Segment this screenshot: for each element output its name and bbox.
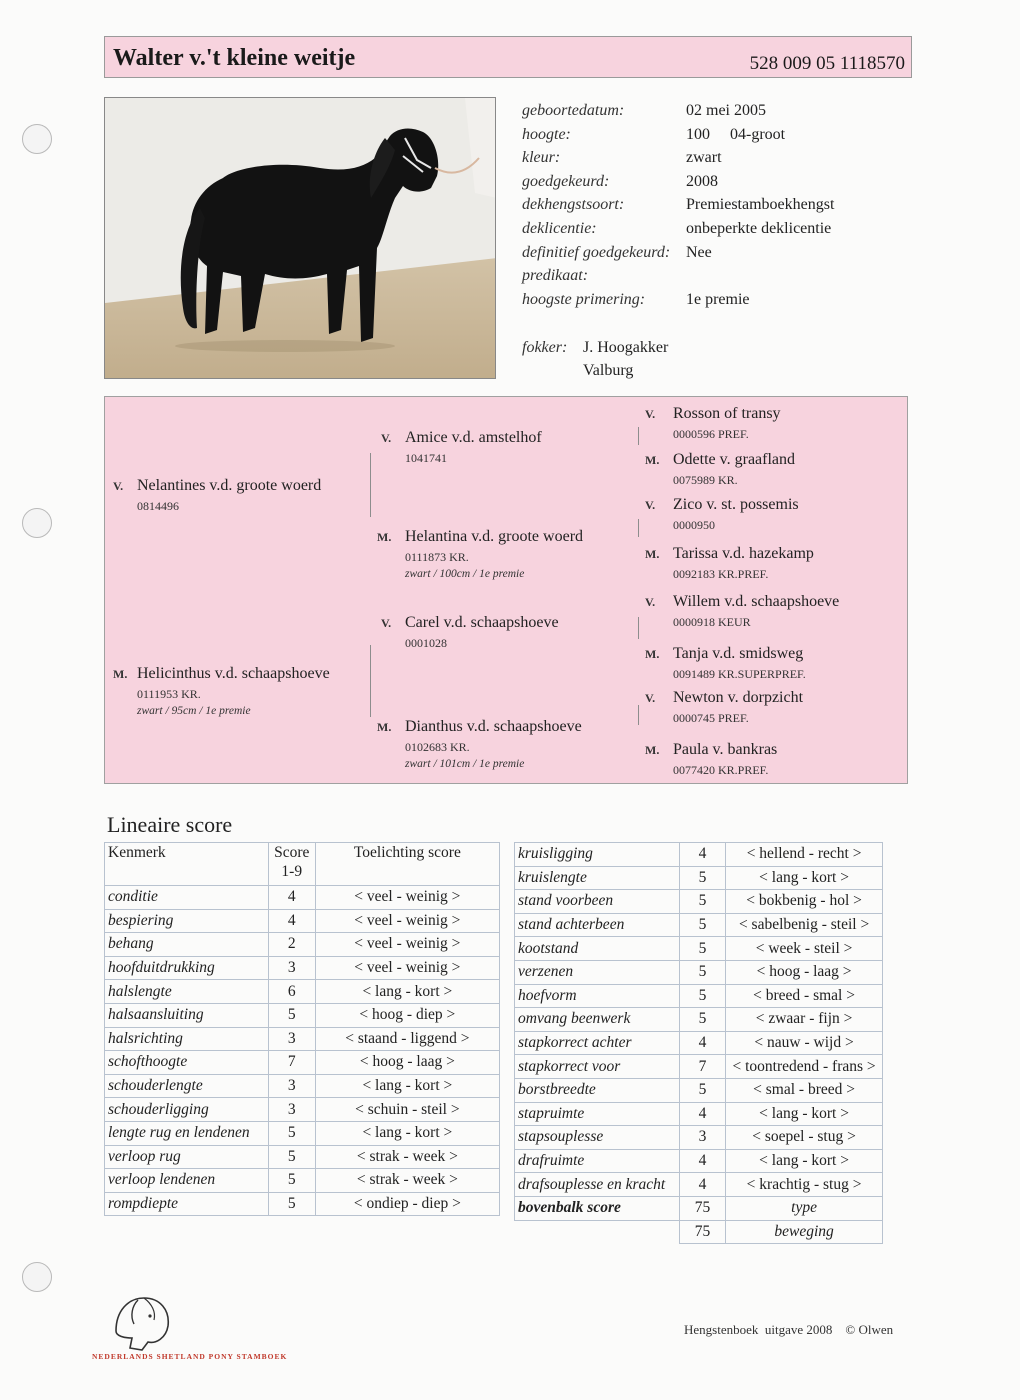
info-label: dekhengstsoort: xyxy=(522,196,625,214)
score-cell: 4 xyxy=(679,1173,725,1197)
trait-cell: kruisligging xyxy=(515,843,680,867)
title-bar xyxy=(104,36,912,78)
horse-photo xyxy=(104,97,496,379)
sex-marker: V. xyxy=(645,595,656,609)
score-cell: 5 xyxy=(679,913,725,937)
table-row xyxy=(515,1173,883,1197)
trait-cell: drafsouplesse en kracht xyxy=(515,1173,680,1197)
table-row xyxy=(515,1055,883,1079)
trait-cell: stapkorrect achter xyxy=(515,1031,680,1055)
score-cell: 4 xyxy=(679,843,725,867)
score-cell: 2 xyxy=(268,933,315,957)
explanation-cell: < smal - breed > xyxy=(726,1078,883,1102)
explanation-cell: < hoog - diep > xyxy=(315,1003,499,1027)
info-label: hoogste primering: xyxy=(522,290,646,308)
table-row xyxy=(105,1051,500,1075)
binder-hole xyxy=(22,508,52,538)
explanation-cell: < week - steil > xyxy=(726,937,883,961)
pedigree-connector xyxy=(370,453,371,517)
table-row xyxy=(515,984,883,1008)
table-row xyxy=(515,1008,883,1032)
info-value: 2008 xyxy=(686,172,718,190)
score-cell: 5 xyxy=(679,937,725,961)
dam-extra: zwart / 95cm / 1e premie xyxy=(137,705,251,717)
trait-cell: schouderligging xyxy=(105,1098,269,1122)
trait-cell: bespiering xyxy=(105,909,269,933)
trait-cell: stapruimte xyxy=(515,1102,680,1126)
logo-text: NEDERLANDS SHETLAND PONY STAMBOEK xyxy=(92,1352,288,1361)
score-cell: 3 xyxy=(268,1027,315,1051)
trait-cell: conditie xyxy=(105,886,269,910)
ancestor-reg: 0092183 KR.PREF. xyxy=(673,567,769,581)
table-row xyxy=(515,1102,883,1126)
score-cell: 5 xyxy=(679,890,725,914)
explanation-cell: < lang - kort > xyxy=(726,1149,883,1173)
ancestor-name: Zico v. st. possemis xyxy=(673,496,799,513)
explanation-cell: < strak - week > xyxy=(315,1145,499,1169)
ancestor-reg: 0077420 KR.PREF. xyxy=(673,763,769,777)
trait-cell: stapsouplesse xyxy=(515,1126,680,1150)
trait-cell: verzenen xyxy=(515,960,680,984)
score-cell: 5 xyxy=(679,1008,725,1032)
trait-cell: schofthoogte xyxy=(105,1051,269,1075)
info-value: 100 04-groot xyxy=(686,125,786,143)
table-row xyxy=(105,1121,500,1145)
binder-hole xyxy=(22,1262,52,1292)
dam-reg: 0111953 KR. xyxy=(137,687,201,701)
score-cell: 5 xyxy=(268,1192,315,1216)
trait-cell: lengte rug en lendenen xyxy=(105,1121,269,1145)
pedigree-box xyxy=(104,396,908,784)
explanation-cell: < staand - liggend > xyxy=(315,1027,499,1051)
ancestor-reg: 0111873 KR. xyxy=(405,550,469,564)
breeder-place: Valburg xyxy=(583,362,634,379)
ancestor-reg: 0075989 KR. xyxy=(673,473,738,487)
pedigree-connector xyxy=(638,705,639,725)
explanation-cell: < veel - weinig > xyxy=(315,886,499,910)
type-score: 75 xyxy=(679,1196,725,1220)
table-row xyxy=(515,1149,883,1173)
trait-cell: kruislengte xyxy=(515,866,680,890)
score-cell: 3 xyxy=(268,956,315,980)
score-cell: 7 xyxy=(268,1051,315,1075)
ancestor-name: Odette v. graafland xyxy=(673,451,796,468)
registration-number: 528 009 05 1118570 xyxy=(749,53,905,74)
sex-marker: M. xyxy=(645,453,660,467)
pedigree-connector xyxy=(638,519,639,537)
table-row xyxy=(105,1192,500,1216)
movement-score: 75 xyxy=(679,1220,725,1244)
ancestor-reg: 0000950 xyxy=(673,518,715,532)
linear-score-table-right xyxy=(514,842,883,1244)
info-value: 1e premie xyxy=(686,290,750,308)
info-label: hoogte: xyxy=(522,125,571,143)
info-label: deklicentie: xyxy=(522,220,597,237)
trait-cell: rompdiepte xyxy=(105,1192,269,1216)
info-label: definitief goedgekeurd: xyxy=(522,243,671,261)
bovenbalk-row xyxy=(515,1196,883,1220)
horse-photo-illustration xyxy=(105,98,496,379)
ancestor-name: Amice v.d. amstelhof xyxy=(405,429,542,446)
info-value: zwart xyxy=(686,149,722,167)
ancestor-reg: 0000596 PREF. xyxy=(673,427,749,441)
horse-name: Walter v.'t kleine weitje xyxy=(113,45,356,71)
ancestor-name: Carel v.d. schaapshoeve xyxy=(405,614,559,631)
table-row xyxy=(105,956,500,980)
score-cell: 5 xyxy=(679,866,725,890)
explanation-cell: < nauw - wijd > xyxy=(726,1031,883,1055)
trait-cell: omvang beenwerk xyxy=(515,1008,680,1032)
ancestor-extra: zwart / 100cm / 1e premie xyxy=(405,568,525,580)
header-score: Score 1-9 xyxy=(268,843,315,886)
sex-marker: V. xyxy=(645,407,656,421)
sex-marker: V. xyxy=(645,691,656,705)
sex-marker: V. xyxy=(113,479,124,493)
ancestor-reg: 0000745 PREF. xyxy=(673,711,749,725)
ancestor-name: Willem v.d. schaapshoeve xyxy=(673,593,840,610)
ancestor-extra: zwart / 101cm / 1e premie xyxy=(405,758,525,770)
trait-cell: kootstand xyxy=(515,937,680,961)
table-row xyxy=(105,1098,500,1122)
pedigree-connector xyxy=(370,645,371,717)
score-cell: 7 xyxy=(679,1055,725,1079)
explanation-cell: < schuin - steil > xyxy=(315,1098,499,1122)
score-cell: 3 xyxy=(268,1074,315,1098)
table-row xyxy=(105,1027,500,1051)
table-row xyxy=(105,933,500,957)
explanation-cell: < hellend - recht > xyxy=(726,843,883,867)
trait-cell: hoefvorm xyxy=(515,984,680,1008)
trait-cell: halsaansluiting xyxy=(105,1003,269,1027)
table-row xyxy=(105,909,500,933)
explanation-cell: < ondiep - diep > xyxy=(315,1192,499,1216)
ancestor-name: Dianthus v.d. schaapshoeve xyxy=(405,718,582,735)
score-cell: 5 xyxy=(268,1169,315,1193)
info-label: kleur: xyxy=(522,149,561,167)
trait-cell: stand voorbeen xyxy=(515,890,680,914)
beweging-row xyxy=(515,1220,883,1244)
table-row xyxy=(515,1031,883,1055)
table-row xyxy=(515,913,883,937)
table-row xyxy=(515,1078,883,1102)
score-cell: 5 xyxy=(268,1003,315,1027)
pedigree-connector xyxy=(638,617,639,639)
sex-marker: M. xyxy=(645,547,660,561)
header-trait: Kenmerk xyxy=(105,843,269,886)
explanation-cell: < hoog - laag > xyxy=(726,960,883,984)
table-row xyxy=(515,843,883,867)
sex-marker: V. xyxy=(381,431,392,445)
info-label: predikaat: xyxy=(522,267,589,285)
table-row xyxy=(515,866,883,890)
trait-cell: hoofduitdrukking xyxy=(105,956,269,980)
explanation-cell: < lang - kort > xyxy=(315,1074,499,1098)
trait-cell: stand achterbeen xyxy=(515,913,680,937)
table-row xyxy=(515,960,883,984)
header-explanation: Toelichting score xyxy=(315,843,499,886)
binder-hole xyxy=(22,124,52,154)
ancestor-name: Paula v. bankras xyxy=(673,741,778,758)
dam-name: Helicinthus v.d. schaapshoeve xyxy=(137,665,330,682)
score-cell: 4 xyxy=(679,1149,725,1173)
explanation-cell: < breed - smal > xyxy=(726,984,883,1008)
sex-marker: V. xyxy=(381,616,392,630)
sex-marker: M. xyxy=(645,647,660,661)
score-cell: 5 xyxy=(679,984,725,1008)
table-row xyxy=(515,890,883,914)
explanation-cell: < bokbenig - hol > xyxy=(726,890,883,914)
explanation-cell: < lang - kort > xyxy=(315,980,499,1004)
linear-score-title: Lineaire score xyxy=(107,812,233,837)
explanation-cell: < lang - kort > xyxy=(726,866,883,890)
table-header-row xyxy=(105,843,500,886)
trait-cell: borstbreedte xyxy=(515,1078,680,1102)
score-cell: 4 xyxy=(268,886,315,910)
sex-marker: V. xyxy=(645,498,656,512)
score-cell: 5 xyxy=(679,1078,725,1102)
trait-cell: verloop lendenen xyxy=(105,1169,269,1193)
table-row xyxy=(105,886,500,910)
info-value: Premiestamboekhengst xyxy=(686,196,835,214)
ancestor-reg: 0000918 KEUR xyxy=(673,615,751,629)
trait-cell: behang xyxy=(105,933,269,957)
info-value: 02 mei 2005 xyxy=(686,102,766,119)
table-row xyxy=(105,980,500,1004)
table-row xyxy=(105,1169,500,1193)
ancestor-reg: 0091489 KR.SUPERPREF. xyxy=(673,667,806,681)
table-row xyxy=(105,1145,500,1169)
info-label: goedgekeurd: xyxy=(522,172,610,190)
ancestor-name: Helantina v.d. groote woerd xyxy=(405,528,584,545)
ancestor-reg: 0102683 KR. xyxy=(405,740,470,754)
explanation-cell: < veel - weinig > xyxy=(315,956,499,980)
pedigree-connector xyxy=(638,427,639,445)
explanation-cell: < hoog - laag > xyxy=(315,1051,499,1075)
breeder-label: fokker: xyxy=(522,339,568,356)
table-row xyxy=(105,1074,500,1098)
score-cell: 3 xyxy=(679,1126,725,1150)
explanation-cell: < krachtig - stug > xyxy=(726,1173,883,1197)
explanation-cell: < lang - kort > xyxy=(726,1102,883,1126)
trait-cell: halslengte xyxy=(105,980,269,1004)
explanation-cell: < veel - weinig > xyxy=(315,909,499,933)
info-value: Nee xyxy=(686,243,712,261)
footer-text: Hengstenboek uitgave 2008 © Olwen xyxy=(684,1322,894,1337)
ancestor-reg: 1041741 xyxy=(405,451,447,465)
score-cell: 6 xyxy=(268,980,315,1004)
type-label: type xyxy=(726,1196,883,1220)
empty-cell xyxy=(515,1220,680,1244)
explanation-cell: < veel - weinig > xyxy=(315,933,499,957)
breeder-name: J. Hoogakker xyxy=(583,339,669,356)
explanation-cell: < toontredend - frans > xyxy=(726,1055,883,1079)
sex-marker: M. xyxy=(113,667,128,681)
score-cell: 3 xyxy=(268,1098,315,1122)
score-cell: 5 xyxy=(268,1121,315,1145)
explanation-cell: < sabelbenig - steil > xyxy=(726,913,883,937)
ancestor-name: Rosson of transy xyxy=(673,405,781,422)
linear-score-table-left xyxy=(104,842,500,1216)
info-label: geboortedatum: xyxy=(522,102,625,119)
sex-marker: M. xyxy=(377,530,392,544)
trait-cell: verloop rug xyxy=(105,1145,269,1169)
sire-name: Nelantines v.d. groote woerd xyxy=(137,477,322,494)
score-cell: 4 xyxy=(268,909,315,933)
score-cell: 4 xyxy=(679,1031,725,1055)
explanation-cell: < strak - week > xyxy=(315,1169,499,1193)
score-cell: 5 xyxy=(679,960,725,984)
sex-marker: M. xyxy=(645,743,660,757)
score-cell: 5 xyxy=(268,1145,315,1169)
sire-reg: 0814496 xyxy=(137,499,179,513)
trait-cell: drafruimte xyxy=(515,1149,680,1173)
sex-marker: M. xyxy=(377,720,392,734)
explanation-cell: < zwaar - fijn > xyxy=(726,1008,883,1032)
ancestor-reg: 0001028 xyxy=(405,636,447,650)
trait-cell: schouderlengte xyxy=(105,1074,269,1098)
explanation-cell: < soepel - stug > xyxy=(726,1126,883,1150)
movement-label: beweging xyxy=(726,1220,883,1244)
table-row xyxy=(515,1126,883,1150)
trait-cell: halsrichting xyxy=(105,1027,269,1051)
ancestor-name: Tanja v.d. smidsweg xyxy=(673,645,804,662)
table-row xyxy=(515,937,883,961)
trait-cell: stapkorrect voor xyxy=(515,1055,680,1079)
score-cell: 4 xyxy=(679,1102,725,1126)
explanation-cell: < lang - kort > xyxy=(315,1121,499,1145)
table-row xyxy=(105,1003,500,1027)
ancestor-name: Newton v. dorpzicht xyxy=(673,689,804,706)
ancestor-name: Tarissa v.d. hazekamp xyxy=(673,545,814,562)
bovenbalk-label: bovenbalk score xyxy=(515,1196,680,1220)
info-value: onbeperkte deklicentie xyxy=(686,220,832,237)
